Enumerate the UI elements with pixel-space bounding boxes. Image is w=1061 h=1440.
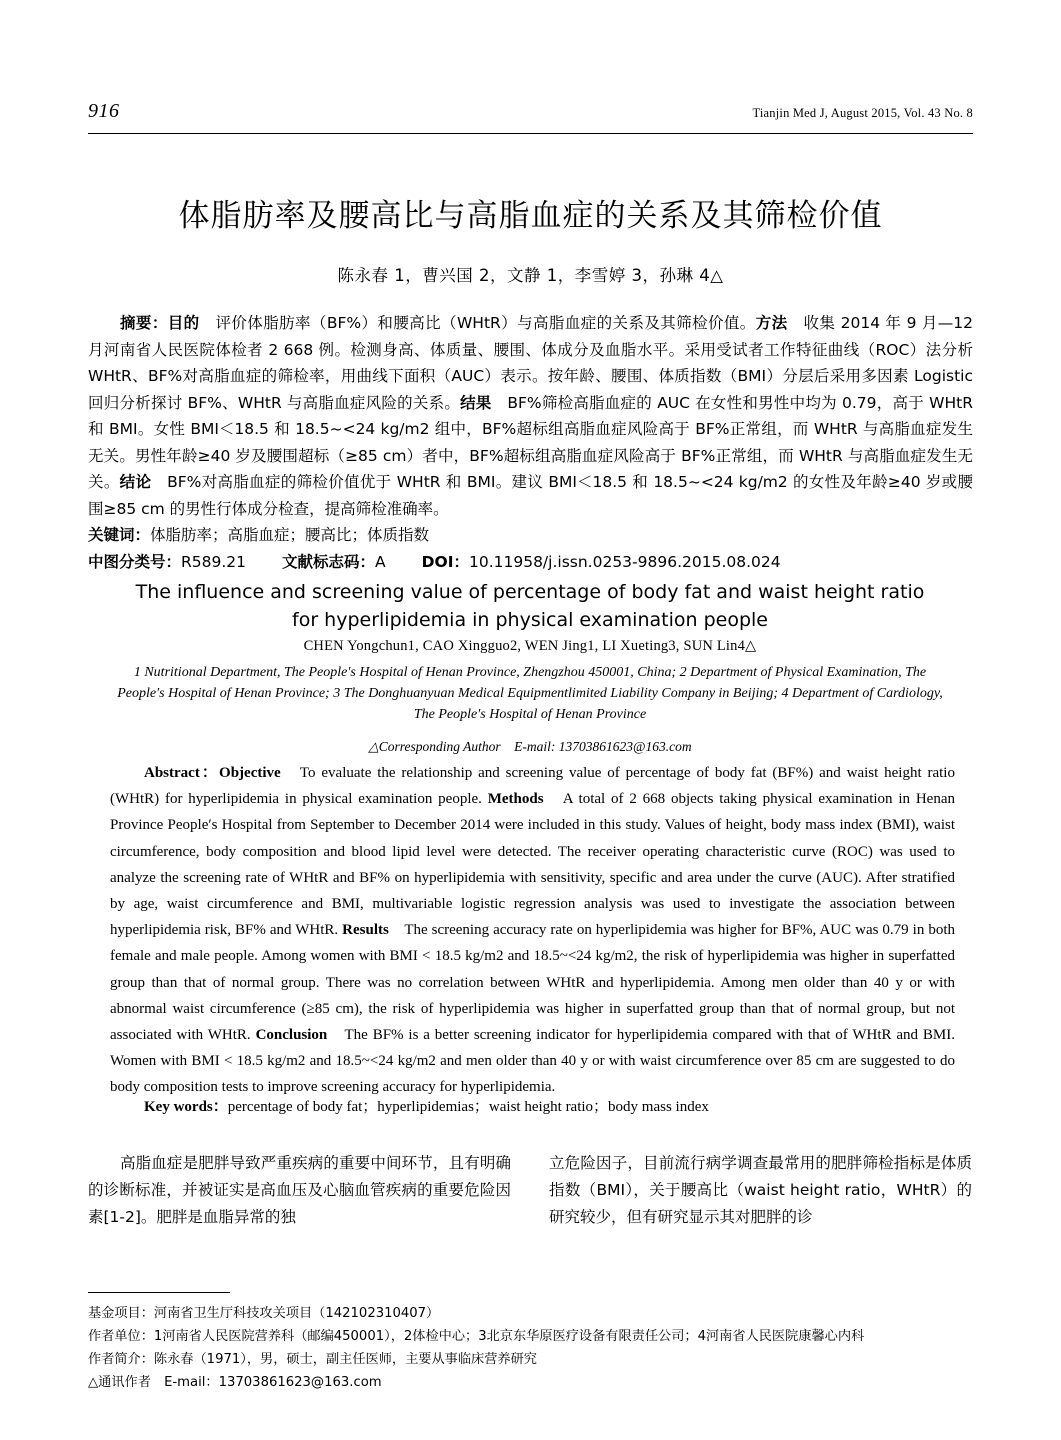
body-paragraph-right: 立危险因子，目前流行病学调查最常用的肥胖筛检指标是体质指数（BMI），关于腰高比（waist height ratio，WHtR）的研究较少，但有研究显示其对肥胖的诊 [549, 1154, 972, 1226]
running-head [88, 100, 973, 134]
footnote-affiliation: 作者单位：1河南省人民医院营养科（邮编450001），2体检中心；3北京东华原医疗设备有限责任公司；4河南省人民医院康馨心内科 [88, 1329, 865, 1344]
english-methods-label: Methods [487, 791, 544, 808]
chinese-results-label: 结果 [460, 393, 492, 412]
english-affiliations: 1 Nutritional Department, The People′s Hospital of Henan Province, Zhengzhou 450001, China; 2 Department of Physical Examination, The People′s Hospital of Henan Province; 3 The Donghuanyuan Medical Equipmentlimited Liability Company in Beijing; 4 Department of Cardiology, The People′s Hospital of Henan Province [117, 665, 943, 722]
chinese-methods-text: 收集 2014 年 9 月—12 月河南省人民医院体检者 2 668 例。检测身高、体质量、腰围、体成分及血脂水平。采用受试者工作特征曲线（ROC）法分析 WHtR、BF%对高脂血症的筛检率，用曲线下面积（AUC）表示。按年龄、腰围、体质指数（BMI）分层后采用多因素 Logistic 回归分析探讨 BF%、WHtR 与高脂血症风险的关系。 [88, 314, 973, 412]
chinese-keywords-value: 体脂肪率；高脂血症；腰高比；体质指数 [150, 526, 430, 544]
classification-line [88, 549, 973, 576]
chinese-abstract [88, 310, 973, 575]
english-keywords-value: percentage of body fat；hyperlipidemias；waist height ratio；body mass index [227, 1099, 709, 1115]
header-divider [88, 133, 973, 134]
clc-label: 中图分类号： [88, 552, 182, 571]
english-title: The influence and screening value of percentage of body fat and waist height ratio for hyperlipidemia in physical examination people [135, 581, 925, 631]
english-keywords-label: Key words： [144, 1099, 228, 1115]
footnote-corresponding: △通讯作者 E-mail：13703861623@163.com [88, 1375, 382, 1390]
chinese-abstract-body [88, 310, 973, 522]
chinese-keywords-label: 关键词： [88, 526, 151, 544]
chinese-abstract-label: 摘要：目的 [120, 314, 200, 332]
page-number: 916 [88, 100, 120, 122]
clc-value: R589.21 [181, 552, 247, 571]
english-abstract-body [110, 760, 955, 1101]
english-methods-text: A total of 2 668 objects taking physical examination in Henan Province People′s Hospital from September to December 2014 were included in this study. Values of height, body mass index (BMI), waist circumference, body composition and blood lipid level were detected. The receiver operating characteristic curve (ROC) was used to analyze the screening rate of WHtR and BF% on hyperlipidemia with sensitivity, specific and area under the curve (AUC). After stratified by age, waist circumference and BMI, multivariable logistic regression analysis was used to investigate the association between hyperlipidemia risk, BF% and WHtR. [110, 791, 955, 939]
footnote-divider [88, 1292, 230, 1293]
document-code-value: A [375, 552, 386, 571]
chinese-results-text: BF%筛检高脂血症的 AUC 在女性和男性中均为 0.79，高于 WHtR 和 BMI。女性 BMI＜18.5 和 18.5~<24 kg/m2 组中，BF%超标组高脂血症风险高于 BF%正常组，而 WHtR 与高脂血症发生无关。男性年龄≥40 岁及腰围超标（≥85 cm）者中，BF%超标组高脂血症风险高于 BF%正常组，而 WHtR 与高脂血症发生无关。 [88, 393, 973, 491]
english-abstract-label: Abstract：Objective [144, 765, 281, 781]
doi-value: 10.11958/j.issn.0253-9896.2015.08.024 [468, 552, 781, 571]
chinese-keywords-line [88, 522, 973, 549]
chinese-conclusion-text: BF%对高脂血症的筛检价值优于 WHtR 和 BMI。建议 BMI＜18.5 和 18.5~<24 kg/m2 的女性及年龄≥40 岁或腰围≥85 cm 的男性行体成分检查，提高筛检准确率。 [88, 473, 973, 518]
chinese-title: 体脂肪率及腰高比与高脂血症的关系及其筛检价值 [178, 198, 883, 234]
corresponding-author: △Corresponding Author E-mail: 13703861623@163.com [368, 739, 692, 754]
chinese-methods-label: 方法 [755, 314, 788, 332]
doi-label: DOI： [421, 552, 469, 571]
chinese-conclusion-label: 结论 [119, 473, 152, 491]
english-keywords-line [110, 1095, 955, 1116]
chinese-objective-text: 评价体脂肪率（BF%）和腰高比（WHtR）与高脂血症的关系及其筛检价值。 [215, 314, 756, 332]
body-column-left [88, 1150, 511, 1231]
english-authors: CHEN Yongchun1, CAO Xingguo2, WEN Jing1, LI Xueting3, SUN Lin4△ [303, 638, 757, 654]
body-columns [88, 1150, 973, 1231]
footnote-fund: 基金项目：河南省卫生厅科技攻关项目（142102310407） [88, 1306, 440, 1321]
chinese-metadata [88, 522, 973, 575]
footnote-bio: 作者简介：陈永春（1971），男，硕士，副主任医师，主要从事临床营养研究 [88, 1352, 537, 1367]
body-column-right [549, 1150, 972, 1231]
journal-citation: Tianjin Med J, August 2015, Vol. 43 No. 8 [752, 106, 973, 120]
english-abstract [110, 760, 955, 1101]
english-results-text: The screening accuracy rate on hyperlipidemia was higher for BF%, AUC was 0.79 in both female and male people. Among women with BMI < 18.5 kg/m2 and 18.5~<24 kg/m2, the risk of hyperlipidemia was higher in superfatted group than that of normal group. There was no correlation between WHtR and hyperlipidemia. Among men older than 40 y or with abnormal waist circumference (≥85 cm), the risk of hyperlipidemia was higher in superfatted group than that of normal group, but not associated with WHtR. [110, 922, 955, 1044]
english-results-label: Results [342, 922, 389, 939]
body-paragraph-left: 高脂血症是肥胖导致严重疾病的重要中间环节，且有明确的诊断标准，并被证实是高血压及心脑血管疾病的重要危险因素[1-2]。肥胖是血脂异常的独 [88, 1154, 511, 1226]
english-conclusion-text: The BF% is a better screening indicator for hyperlipidemia compared with that of WHtR and BMI. Women with BMI < 18.5 kg/m2 and 18.5~<24 kg/m2 and men older than 40 y or with waist circumference over 85 cm are suggested to do body composition tests to improve screening accuracy for hyperlipidemia. [110, 1027, 956, 1096]
english-objective-text: To evaluate the relationship and screening value of percentage of body fat (BF%) and waist height ratio (WHtR) for hyperlipidemia in physical examination people. [110, 765, 955, 808]
english-conclusion-label: Conclusion [255, 1027, 328, 1044]
chinese-authors: 陈永春 1，曹兴国 2，文静 1，李雪婷 3，孙琳 4△ [337, 266, 724, 285]
footnote-block [88, 1292, 973, 1394]
document-code-label: 文献标志码： [282, 552, 376, 571]
